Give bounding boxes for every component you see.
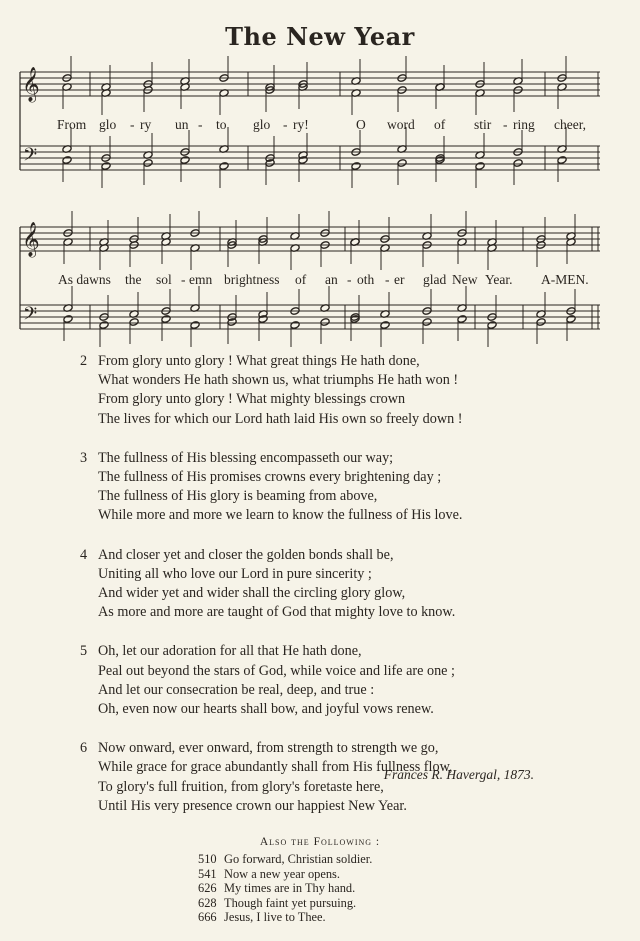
reference-title: Though faint yet pursuing. — [224, 895, 357, 910]
verse-line: The fullness of His glory is beaming from above, — [98, 488, 378, 505]
lyric-syllable: of — [434, 117, 446, 132]
s2-treble-clef: 𝄞 — [22, 222, 40, 257]
reference-item — [198, 881, 372, 896]
lyric-syllable: brightness — [224, 272, 280, 287]
lyric-syllable: an — [325, 272, 338, 287]
verse-line: And closer yet and closer the golden bonds shall be, — [98, 546, 394, 563]
lyric-syllable: - — [283, 117, 288, 132]
verse-line: Until His very presence crown our happiest New Year. — [98, 797, 407, 814]
verse-line: From glory unto glory ! What great things He hath done, — [98, 353, 420, 369]
reference-item — [198, 896, 372, 911]
reference-title: My times are in Thy hand. — [224, 881, 356, 896]
verse-line: And wider yet and wider shall the circling glory glow, — [98, 585, 406, 602]
lyric-syllable: emn — [189, 272, 213, 287]
verse-4 — [80, 546, 580, 623]
lyric-syllable: - — [347, 272, 352, 287]
reference-number: 626 — [198, 881, 217, 896]
lyric-syllable: New — [452, 272, 478, 287]
lyric-syllable: cheer, — [554, 117, 587, 132]
verse-line: While grace for grace abundantly shall from His fullness flow, — [98, 759, 453, 776]
reference-number: 541 — [198, 866, 217, 881]
lyric-syllable: ry! — [293, 117, 309, 132]
s1-treble-clef: 𝄞 — [22, 67, 40, 102]
verse-number: 3 — [80, 449, 88, 466]
reference-list — [198, 852, 372, 925]
verse-number: 5 — [80, 643, 88, 660]
lyric-syllable: oth — [357, 272, 375, 287]
lyric-syllable: As dawns — [58, 272, 111, 287]
lyric-syllable: - — [181, 272, 186, 287]
verse-line: The fullness of His blessing encompasseth our way; — [98, 449, 394, 466]
lyric-syllable: stir — [474, 117, 492, 132]
verse-2 — [80, 352, 580, 429]
also-heading: Also the Following : — [259, 836, 381, 848]
verse-line: Now onward, ever onward, from strength to strength we go, — [98, 740, 439, 757]
lyric-syllable: of — [295, 272, 307, 287]
lyric-syllable: glad — [423, 272, 447, 287]
s1-bass-clef: 𝄢 — [23, 145, 38, 170]
reference-title: Now a new year opens. — [224, 866, 340, 881]
lyric-syllable: un — [175, 117, 189, 132]
verse-line: Oh, let our adoration for all that He hath done, — [98, 643, 362, 660]
lyric-syllable: - — [385, 272, 390, 287]
lyric-syllable: glo — [253, 117, 271, 132]
verses — [80, 352, 580, 836]
verse-number: 6 — [80, 740, 88, 757]
lyric-syllable: A-MEN. — [541, 272, 589, 287]
verse-line: While more and more we learn to know the fullness of His love. — [98, 507, 463, 524]
hymn-title: The New Year — [225, 22, 415, 51]
lyric-syllable: ring — [513, 117, 535, 132]
lyric-syllable: to — [216, 117, 227, 132]
reference-title: Go forward, Christian soldier. — [224, 852, 373, 866]
verse-5 — [80, 642, 580, 719]
verse-3 — [80, 449, 580, 526]
lyric-syllable: - — [503, 117, 508, 132]
verse-number: 2 — [80, 353, 88, 369]
verse-line: Uniting all who love our Lord in pure sincerity ; — [98, 565, 372, 582]
verse-line: What wonders He hath shown us, what triumphs He hath won ! — [98, 372, 459, 389]
lyric-syllable: - — [198, 117, 203, 132]
reference-title: Jesus, I live to Thee. — [224, 910, 326, 925]
lyric-syllable: ry — [140, 117, 152, 132]
lyric-syllable: From — [57, 117, 87, 132]
s2-bass-clef: 𝄢 — [23, 304, 38, 329]
verse-line: The fullness of His promises crowns every brightening day ; — [98, 469, 442, 486]
reference-number: 510 — [198, 852, 217, 866]
lyric-syllable: glo — [99, 117, 117, 132]
lyric-syllable: sol — [156, 272, 172, 287]
reference-number: 628 — [198, 895, 217, 910]
lyric-syllable: O — [356, 117, 366, 132]
lyric-syllable: - — [130, 117, 135, 132]
music-score — [0, 0, 640, 350]
verse-line: And let our consecration be real, deep, and true : — [98, 681, 375, 698]
lyric-syllable: the — [125, 272, 142, 287]
reference-item — [198, 867, 372, 882]
lyric-syllable: word — [387, 117, 415, 132]
verse-line: From glory unto glory ! What mighty blessings crown — [98, 391, 406, 408]
verse-number: 4 — [80, 546, 88, 563]
verse-line: The lives for which our Lord hath laid His own so freely down ! — [98, 410, 463, 427]
lyric-syllable: er — [394, 272, 405, 287]
reference-item — [198, 910, 372, 925]
verse-line: To glory's full fruition, from glory's foretaste here, — [98, 778, 384, 795]
author-credit: Frances R. Havergal, 1873. — [383, 767, 534, 782]
reference-item — [198, 852, 372, 867]
verse-line: Peal out beyond the stars of God, while voice and life are one ; — [98, 662, 455, 679]
reference-number: 666 — [198, 910, 217, 925]
verse-line: As more and more are taught of God that mighty love to know. — [98, 604, 456, 621]
lyric-syllable: Year. — [485, 272, 513, 287]
verse-line: Oh, even now our hearts shall bow, and joyful vows renew. — [98, 701, 434, 718]
